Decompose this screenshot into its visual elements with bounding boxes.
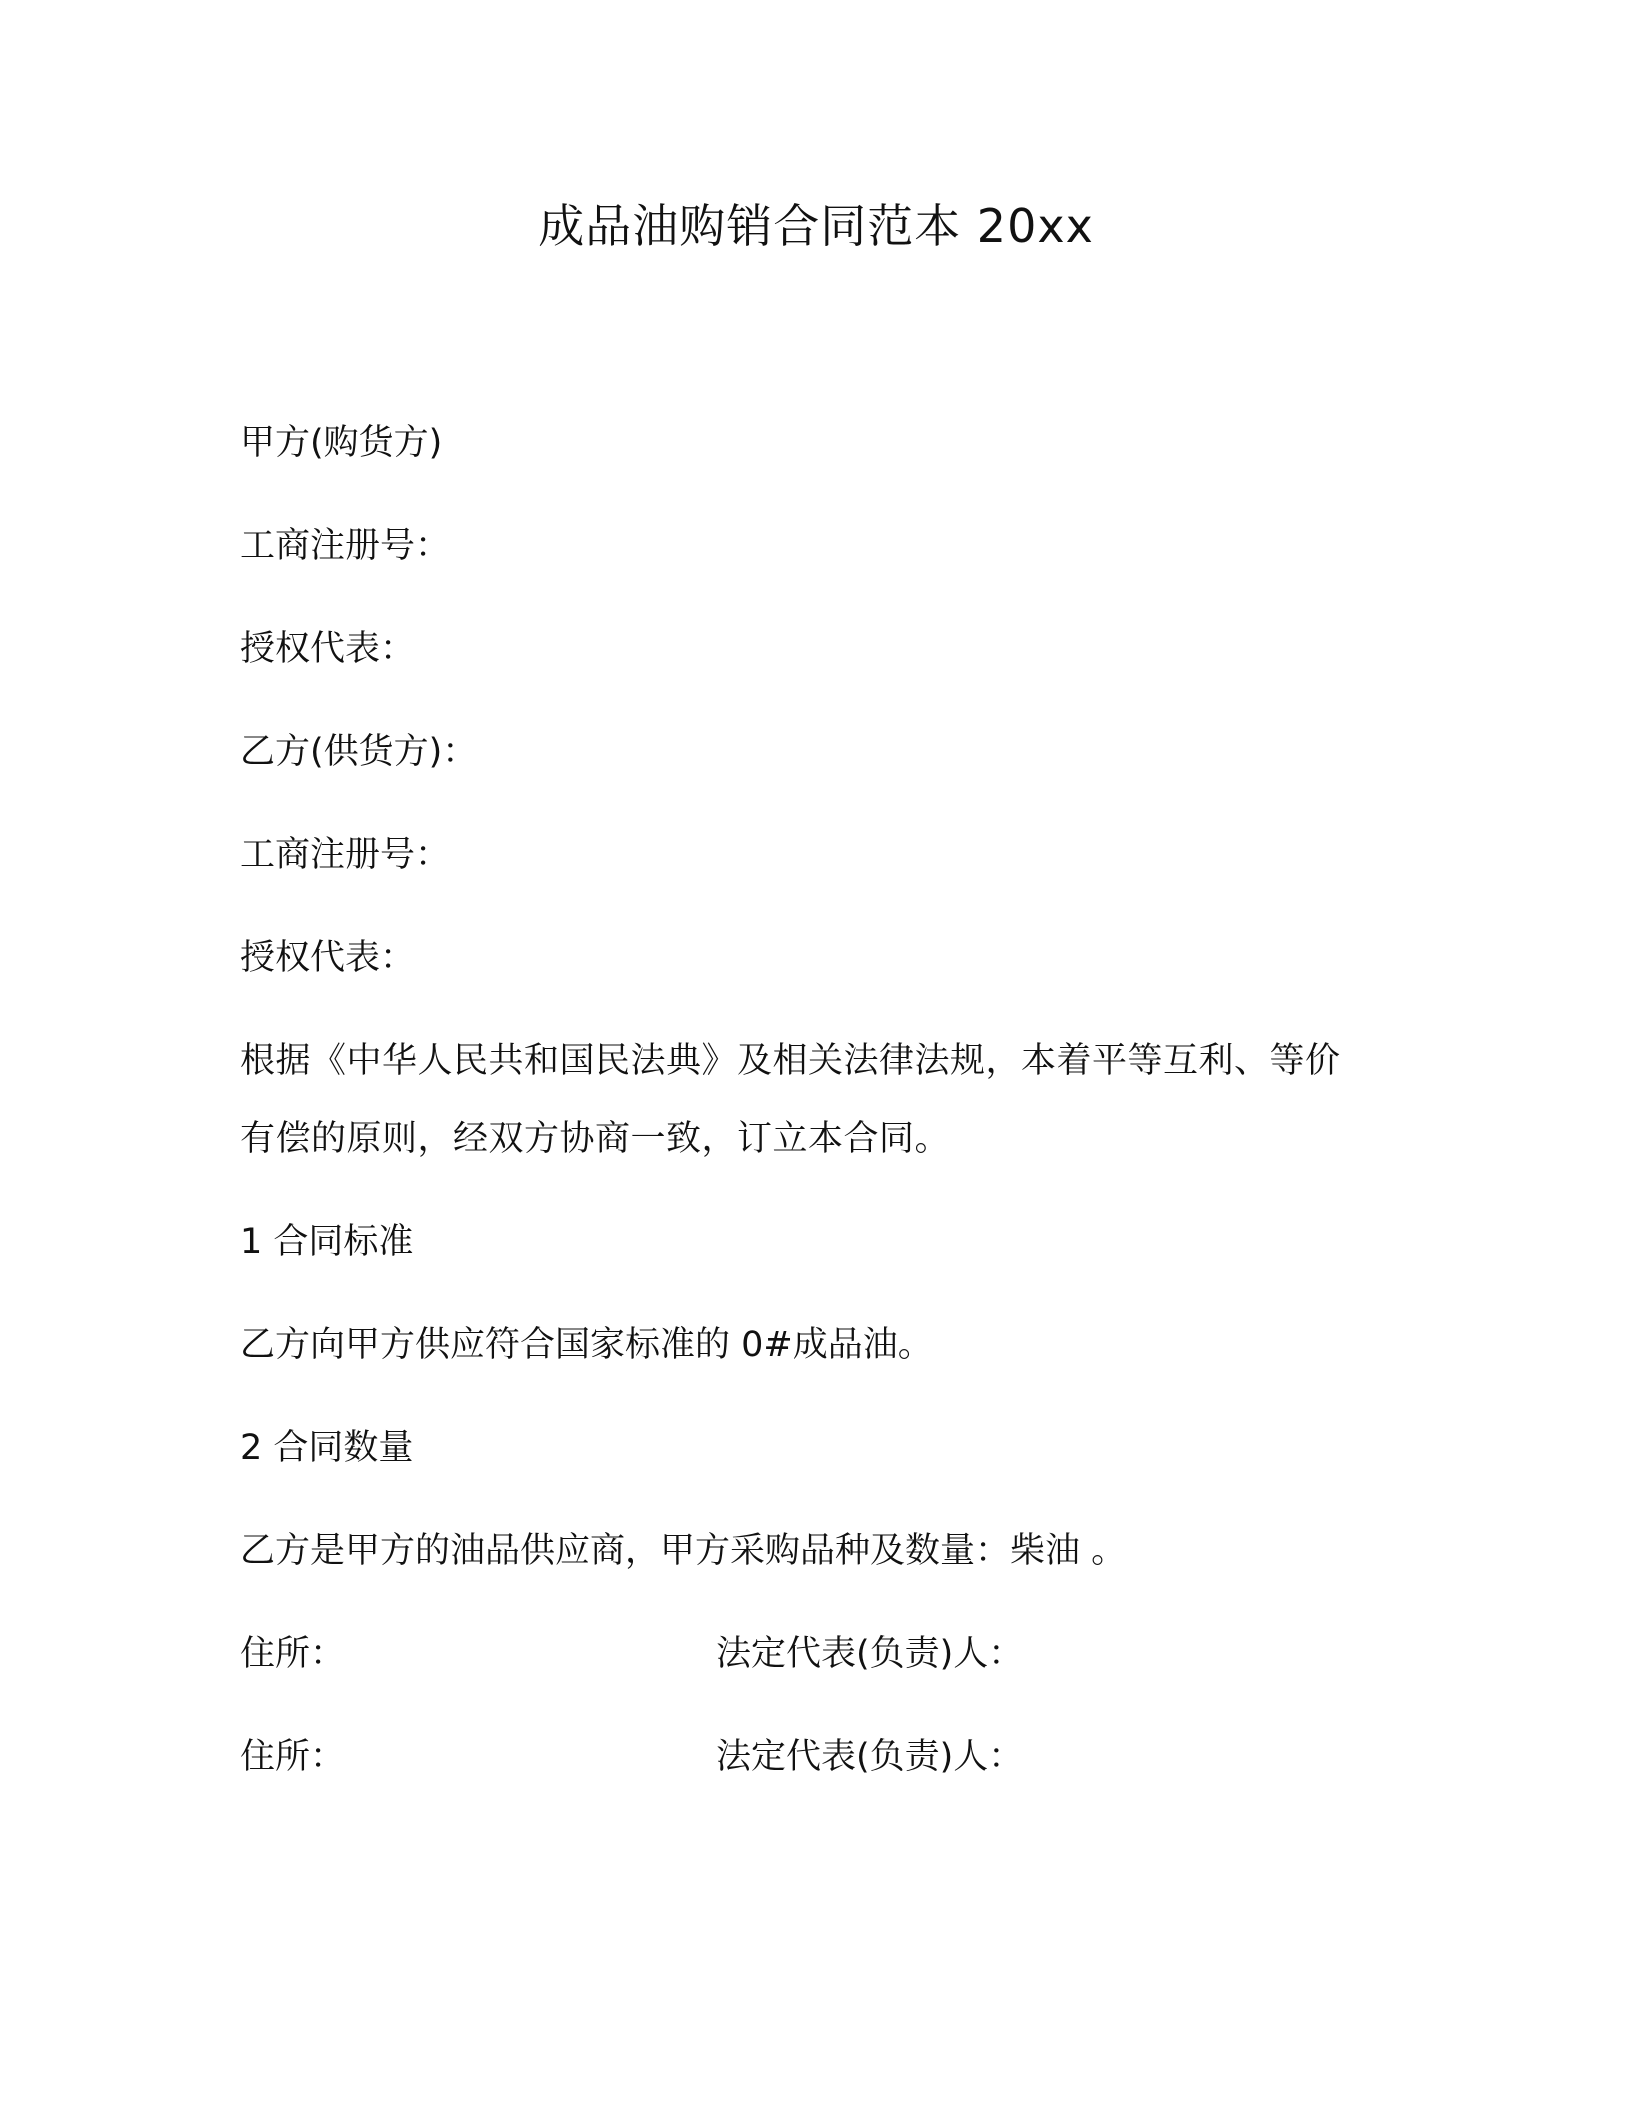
signature-address: 住所：	[240, 1737, 346, 1777]
section1-body: 乙方向甲方供应符合国家标准的 0#成品油。	[240, 1325, 933, 1365]
party-b-label: 乙方(供货方)：	[240, 732, 478, 772]
preamble-paragraph: 根据《中华人民共和国民法典》及相关法律法规，本着平等互利、等价有偿的原则，经双方协商一致，订立本合同。	[240, 1041, 1341, 1159]
signature-legal-rep: 法定代表(负责)人：	[716, 1737, 1024, 1777]
section1-heading: 1 合同标准	[240, 1222, 414, 1262]
signature-address: 住所：	[240, 1634, 346, 1674]
document-title: 成品油购销合同范本 20xx	[538, 199, 1094, 253]
party-a-registration: 工商注册号：	[240, 526, 451, 566]
party-b-representative: 授权代表：	[240, 938, 416, 978]
party-b-registration: 工商注册号：	[240, 835, 451, 875]
party-a-representative: 授权代表：	[240, 629, 416, 669]
party-a-label: 甲方(购货方)	[240, 423, 443, 463]
signature-legal-rep: 法定代表(负责)人：	[716, 1634, 1024, 1674]
section2-body: 乙方是甲方的油品供应商，甲方采购品种及数量：柴油 。	[240, 1531, 1127, 1571]
section2-heading: 2 合同数量	[240, 1428, 414, 1468]
